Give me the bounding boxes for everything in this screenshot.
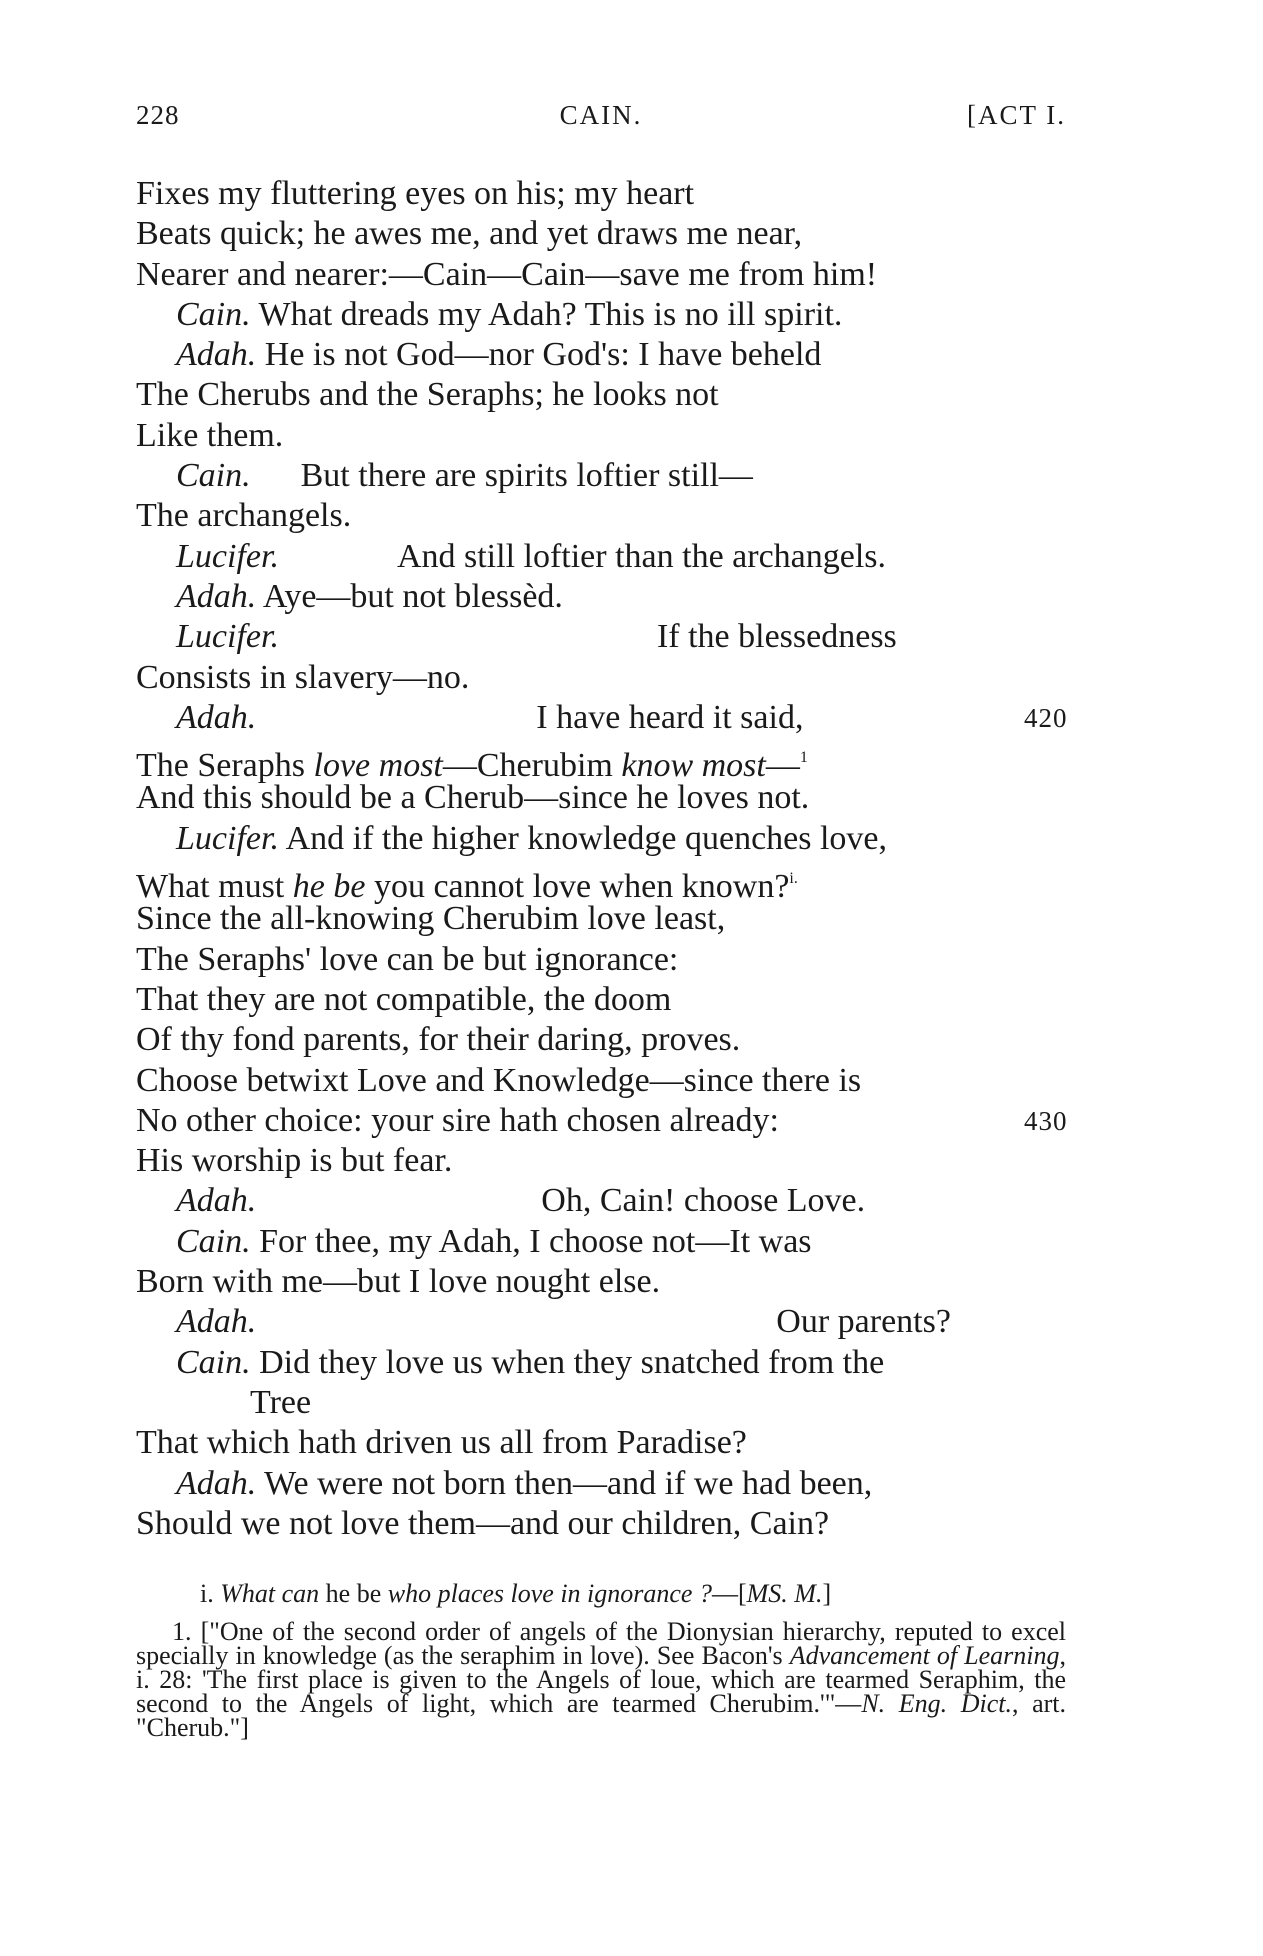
verse-line: Adah. He is not God—nor God's: I have beheld: [176, 336, 822, 374]
act-label: [ACT I.: [967, 100, 1066, 130]
verse-line: Should we not love them—and our children, Cain?: [136, 1504, 830, 1542]
speaker-name: Adah.: [176, 1303, 257, 1341]
verse-line: That which hath driven us all from Paradise?: [136, 1424, 747, 1462]
line-number: 420: [1024, 702, 1068, 733]
verse-line: Choose betwixt Love and Knowledge—since there is: [136, 1061, 862, 1099]
running-title: CAIN.: [559, 100, 643, 130]
verse-line: Lucifer. And if the higher knowledge quenches love,: [176, 819, 888, 857]
verse-line: Cain. Did they love us when they snatched from the: [176, 1343, 885, 1381]
verse-line: Adah. Oh, Cain! choose Love.: [176, 1182, 866, 1220]
footnote-ref: 1: [799, 749, 808, 767]
verse-line: Lucifer. If the blessedness: [176, 618, 897, 656]
verse-line: Fixes my fluttering eyes on his; my heart: [136, 175, 695, 212]
verse-line: Lucifer. And still loftier than the archangels.: [176, 537, 887, 575]
verse-line: His worship is but fear.: [136, 1142, 453, 1180]
page-number: 228: [136, 100, 180, 130]
speaker-name: Cain.: [176, 457, 251, 495]
verse-line: Adah. Aye—but not blessèd.: [176, 577, 563, 615]
verse-line: The Seraphs' love can be but ignorance:: [136, 940, 679, 978]
speaker-name: Cain.: [176, 1343, 251, 1381]
verse-line: Adah. We were not born then—and if we had been,: [176, 1464, 873, 1502]
verse-line: The archangels.: [136, 497, 352, 535]
verse-line: The Cherubs and the Seraphs; he looks not: [136, 376, 719, 414]
speaker-name: Adah.: [176, 1464, 257, 1502]
footnote-variant: i. What can he be who places love in ignorance ?—[MS. M.]: [200, 1579, 832, 1608]
footnotes: [136, 1579, 1067, 1742]
verse-text: [136, 174, 1136, 1544]
verse-line: Of thy fond parents, for their daring, proves.: [136, 1021, 741, 1059]
verse-line: And this should be a Cherub—since he loves not.: [136, 779, 810, 817]
verse-line: Born with me—but I love nought else.: [136, 1263, 661, 1301]
running-header: [136, 100, 1066, 140]
speaker-name: Adah.: [176, 698, 257, 736]
speaker-name: Lucifer.: [176, 537, 279, 575]
verse-line: That they are not compatible, the doom: [136, 980, 672, 1018]
footnote-editorial: 1. ["One of the second order of angels of the Dionysian hierarchy, reputed to excel specially in knowledge (as the seraphim in love). See Bacon's Advancement of Learning, i. 28: 'The first place is given to the Angels of loue, which are tearmed Seraphim, the second to the Angels of light, which are tearmed Cherubim.'"—N. Eng. Dict., art. "Cherub."]: [136, 1617, 1067, 1742]
verse-line: Adah. I have heard it said, 420: [136, 698, 1136, 738]
verse-line: Cain. What dreads my Adah? This is no ill spirit.: [176, 295, 843, 333]
speaker-name: Adah.: [176, 336, 257, 374]
verse-line: Since the all-knowing Cherubim love least,: [136, 900, 726, 938]
speaker-name: Lucifer.: [176, 819, 279, 857]
verse-line: Nearer and nearer:—Cain—Cain—save me from him!: [136, 255, 878, 293]
speaker-name: Adah.: [176, 577, 257, 615]
verse-line: Like them.: [136, 416, 284, 454]
speaker-name: Cain.: [176, 295, 251, 333]
verse-line: Tree: [250, 1383, 312, 1421]
verse-line: Cain. But there are spirits loftier still—: [176, 457, 753, 495]
footnote-ref: i.: [789, 870, 798, 888]
speaker-name: Adah.: [176, 1182, 257, 1220]
verse-line: Cain. For thee, my Adah, I choose not—It was: [176, 1222, 812, 1260]
verse-line: The Seraphs love most—Cherubim know most—$^1$: [136, 747, 808, 785]
verse-line: What must he be you cannot love when known?$^{i.}$: [136, 868, 798, 906]
verse-line: Adah. Our parents?: [176, 1303, 951, 1341]
verse-line: No other choice: your sire hath chosen already: 430: [136, 1101, 1136, 1141]
speaker-name: Lucifer.: [176, 618, 279, 656]
line-number: 430: [1024, 1105, 1068, 1136]
verse-line: Beats quick; he awes me, and yet draws me near,: [136, 215, 803, 253]
speaker-name: Cain.: [176, 1222, 251, 1260]
verse-line: Consists in slavery—no.: [136, 658, 470, 696]
